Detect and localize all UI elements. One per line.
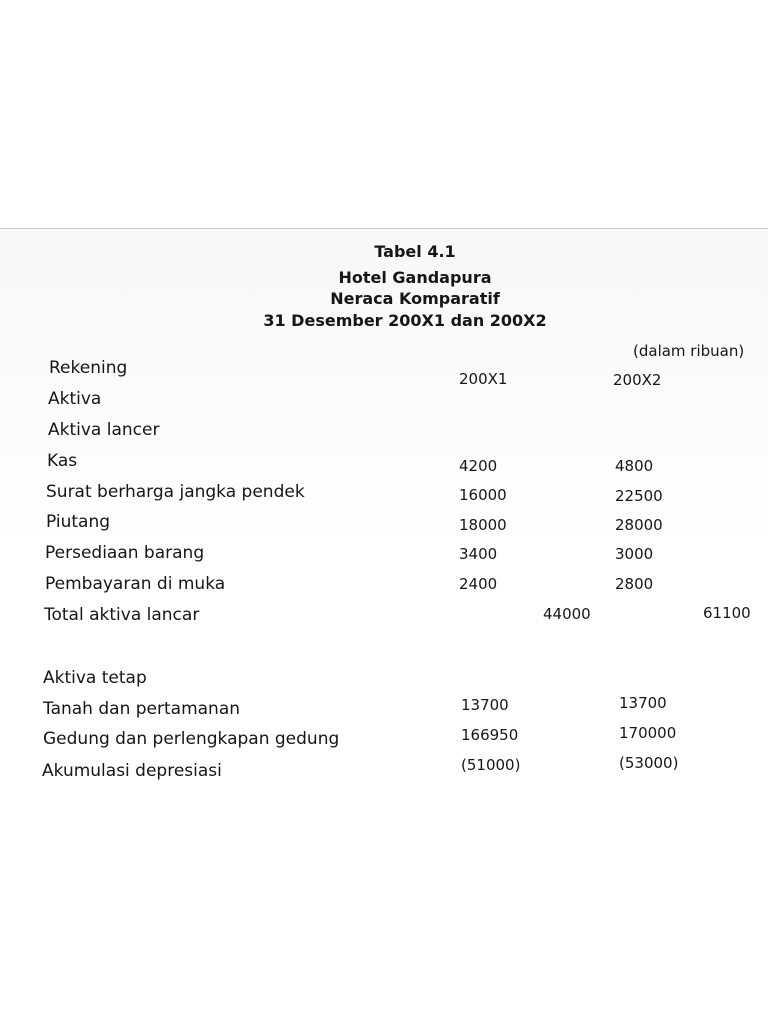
row-value-200x1: 13700 [461, 696, 509, 714]
row-label: Aktiva tetap [43, 668, 147, 688]
row-label: Tanah dan pertamanan [43, 699, 241, 719]
row-value-200x1: 16000 [459, 486, 507, 504]
row-value-200x1: 18000 [459, 516, 507, 534]
row-value-200x1: 3400 [459, 545, 498, 563]
total-value-200x1: 44000 [543, 605, 591, 623]
column-header-200x2: 200X2 [613, 371, 662, 389]
row-value-200x2: 4800 [615, 457, 654, 475]
row-value-200x2: 3000 [615, 545, 654, 563]
row-label: Pembayaran di muka [45, 574, 226, 594]
row-label: Persediaan barang [45, 543, 205, 563]
report-title: Neraca Komparatif [330, 289, 500, 308]
row-value-200x1: 166950 [461, 726, 519, 744]
row-label: Surat berharga jangka pendek [46, 482, 305, 502]
row-value-200x1: 4200 [459, 457, 498, 475]
row-value-200x1: (51000) [461, 756, 521, 774]
row-label: Akumulasi depresiasi [42, 761, 222, 781]
row-label: Aktiva [48, 389, 102, 409]
row-label: Piutang [46, 512, 111, 532]
column-header-account: Rekening [49, 358, 128, 378]
row-label-total: Total aktiva lancar [44, 605, 200, 625]
row-label: Kas [47, 451, 78, 471]
row-value-200x2: 2800 [615, 575, 654, 593]
row-value-200x1: 2400 [459, 575, 498, 593]
row-value-200x2: (53000) [619, 754, 679, 772]
company-name: Hotel Gandapura [338, 268, 492, 287]
row-label: Gedung dan perlengkapan gedung [43, 729, 340, 749]
total-value-200x2: 61100 [703, 604, 751, 622]
row-label: Aktiva lancer [48, 420, 160, 440]
table-label: Tabel 4.1 [374, 242, 456, 261]
row-value-200x2: 170000 [619, 724, 677, 742]
row-value-200x2: 28000 [615, 516, 663, 534]
unit-note: (dalam ribuan) [633, 342, 745, 360]
row-value-200x2: 13700 [619, 694, 667, 712]
column-header-200x1: 200X1 [459, 370, 508, 388]
report-period: 31 Desember 200X1 dan 200X2 [263, 311, 547, 330]
row-value-200x2: 22500 [615, 487, 663, 505]
